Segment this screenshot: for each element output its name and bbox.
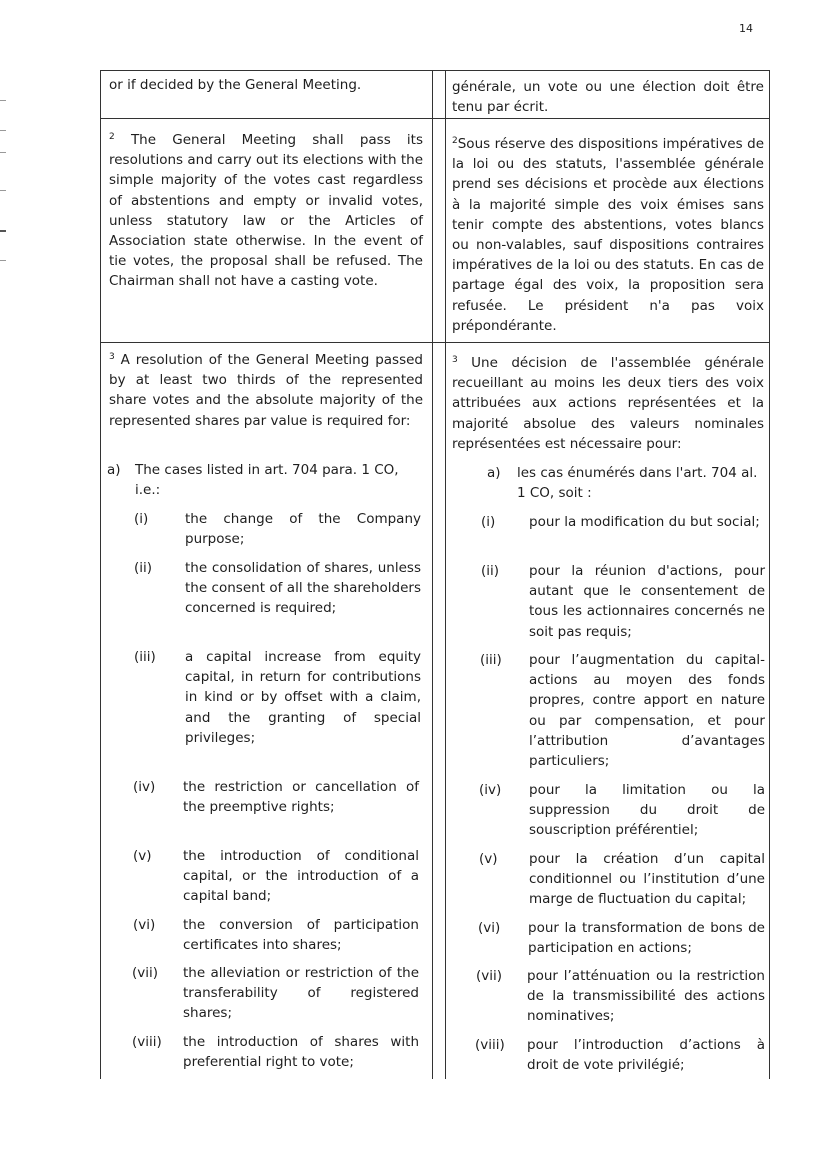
row-divider [101, 118, 769, 119]
row2-french-body: Sous réserve des dispositions impératives de la loi ou des statuts, l'assemblée générale prend ses décisions et procède aux élections à la majorité simple des voix émises sans tenir compte des abstentions, votes blancs ou non-valables, sauf dispositions contraires impératives de la loi ou des statuts. En cas de partage égal des voix, la proposition sera refusée. Le président n'a pas voix prépondérante. [452, 136, 764, 334]
item-text: pour la création d’un capital conditionnel ou l’institution d’une marge de fluctuation du capital; [529, 851, 765, 908]
subclause-label: a) [107, 462, 121, 478]
row3-french-body: Une décision de l'assemblée générale recueillant au moins les deux tiers des voix attribuées aux actions représentées et la majorité absolue des valeurs nominales représentées est nécessaire pour: [452, 355, 764, 452]
item-number: (iv) [133, 779, 156, 795]
item-number: (viii) [132, 1034, 162, 1050]
row-divider [101, 342, 769, 343]
translation-table [100, 70, 770, 1079]
paragraph-number: 2 [452, 136, 458, 146]
item-text: the introduction of conditional capital, or the introduction of a capital band; [183, 848, 419, 905]
paragraph-number: 3 [109, 352, 115, 362]
row2-french-text [452, 134, 764, 336]
row1-english-text: or if decided by the General Meeting. [109, 77, 362, 93]
item-text: pour l’atténuation ou la restriction de la transmissibilité des actions nominatives; [527, 968, 765, 1025]
item-number: (ii) [481, 563, 500, 579]
row3-french-intro [452, 353, 764, 454]
row2-english-body: The General Meeting shall pass its resolutions and carry out its elections with the simple majority of the votes cast regardless of abstentions and empty or invalid votes, unless statutory law or the Articles of Association state otherwise. In the event of tie votes, the proposal shall be refused. The Chairman shall not have a casting vote. [109, 132, 424, 290]
subclause-label: a) [487, 465, 501, 481]
column-gutter [432, 71, 446, 1079]
row1-french-text: générale, un vote ou une élection doit être tenu par écrit. [452, 79, 764, 116]
row3-english-intro [109, 350, 423, 431]
row2-english-text [109, 130, 423, 292]
item-text: the alleviation or restriction of the transferability of registered shares; [183, 965, 419, 1022]
item-text: pour l’introduction d’actions à droit de vote privilégié; [527, 1037, 765, 1074]
item-number: (i) [481, 514, 496, 530]
item-number: (v) [133, 848, 152, 864]
item-text: the consolidation of shares, unless the consent of all the shareholders concerned is required; [185, 560, 421, 617]
item-text: the change of the Company purpose; [185, 511, 421, 548]
paragraph-number: 3 [452, 355, 458, 365]
item-text: pour la transformation de bons de participation en actions; [528, 920, 765, 957]
item-number: (viii) [475, 1037, 505, 1053]
row3-english-body: A resolution of the General Meeting passed by at least two thirds of the represented share votes and the absolute majority of the represented shares par value is required for: [109, 352, 423, 429]
subclause-text: The cases listed in art. 704 para. 1 CO, i.e.: [135, 462, 399, 499]
item-number: (vi) [133, 917, 156, 933]
item-number: (vi) [478, 920, 501, 936]
item-text: the conversion of participation certificates into shares; [183, 917, 419, 954]
scan-margin-marks [0, 90, 8, 290]
item-number: (i) [134, 511, 149, 527]
item-text: pour la réunion d'actions, pour autant que le consentement de tous les actionnaires concernés ne soit pas requis; [529, 563, 765, 640]
item-text: the introduction of shares with preferential right to vote; [183, 1034, 419, 1071]
item-number: (iv) [479, 782, 502, 798]
item-number: (v) [479, 851, 498, 867]
item-number: (iii) [480, 652, 502, 668]
item-text: pour l’augmentation du capital-actions au moyen des fonds propres, contre apport en nature ou par compensation, et pour l’attribution d’avantages particuliers; [529, 652, 765, 770]
item-number: (vii) [132, 965, 159, 981]
item-number: (vii) [476, 968, 503, 984]
item-text: pour la limitation ou la suppression du droit de souscription préférentiel; [529, 782, 765, 839]
item-text: the restriction or cancellation of the preemptive rights; [183, 779, 419, 816]
item-text: a capital increase from equity capital, in return for contributions in kind or by offset with a claim, and the granting of special privileges; [185, 649, 421, 746]
item-number: (ii) [134, 560, 153, 576]
paragraph-number: 2 [109, 132, 115, 142]
item-number: (iii) [134, 649, 156, 665]
subclause-text: les cas énumérés dans l'art. 704 al. 1 CO, soit : [517, 465, 758, 502]
item-text: pour la modification du but social; [529, 514, 760, 530]
page-number: 14 [739, 22, 753, 35]
